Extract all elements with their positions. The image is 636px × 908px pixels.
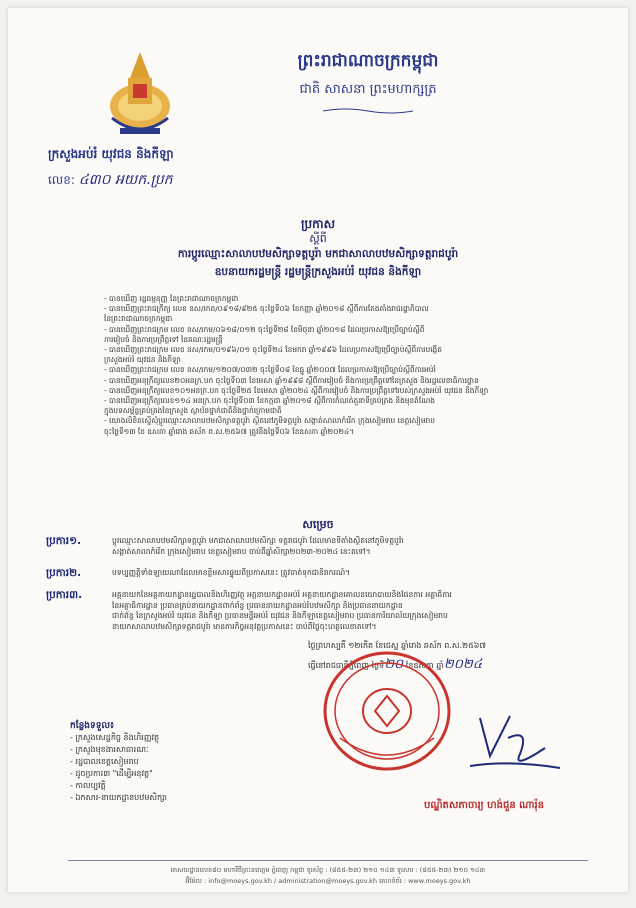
recipient-item: - ក្រសួងសេដ្ឋកិច្ច និងហិរញ្ញវត្ថុ [70, 733, 160, 742]
ministry-name: ក្រសួងអប់រំ យុវជន និងកីឡា [48, 147, 174, 161]
preamble-line: ក្រសួងអប់រំ យុវជន និងកីឡា [104, 355, 181, 365]
date-solar-prefix: ធ្វើនៅរាជធានីភ្នំពេញ ថ្ងៃទី [308, 661, 385, 670]
letterhead [208, 50, 528, 119]
date-solar-mid: ខែឧសភា ឆ្នាំ [403, 661, 444, 670]
preamble-line: - បានឃើញព្រះរាជក្រម លេខ នស/រកម/០៦១៨/០១២ ចុះថ្ងៃទី២៨ ខែមិថុនា ឆ្នាំ២០១៨ ដែលប្រកាសឱ្យប្រើច្បាប់ស្ដីពី [104, 324, 425, 334]
kingdom-name: ព្រះរាជាណាចក្រកម្ពុជា [297, 51, 439, 71]
date-solar-year: ២០២៤ [443, 657, 482, 672]
article-line: អគ្គនាយកនៃអគ្គនាយកដ្ឋានរដ្ឋបាលនិងហិរញ្ញវត្ថុ អគ្គនាយកដ្ឋានអប់រំ អគ្គនាយកដ្ឋានគោលនយោបាយនិងផែនការ អគ្គាធិការ [112, 590, 452, 599]
ministry-emblem-icon [106, 48, 174, 140]
doc-type: ប្រកាស [300, 217, 336, 231]
preamble-line: ការរៀបចំ និងការប្រព្រឹត្តទៅ នៃគណៈរដ្ឋមន្ត្រី [104, 334, 223, 344]
recipients-heading: កន្លែងទទួល៖ [70, 721, 114, 731]
article-line: បទប្បញ្ញត្តិទាំងឡាយណាដែលមានខ្លឹមសារផ្ទុយពីប្រកាសនេះ ត្រូវចាត់ទុកជានិរាករណ៍។ [112, 568, 351, 577]
preamble-line: ក្នុងបទសម្ព័ន្ធគ្រប់គ្រងនៃក្រសួង ស្ថាប័នថ្នាក់ជាតិនិងថ្នាក់ក្រោមជាតិ [104, 406, 282, 416]
reference-number [48, 170, 172, 191]
article-3 [46, 590, 606, 632]
article-label: ប្រការ២. [46, 567, 82, 579]
preamble-line: - បានឃើញព្រះរាជក្រម លេខ នស/រកម/០១៩៦/០១ ចុះថ្ងៃទី២៤ ខែមករា ឆ្នាំ១៩៩៦ ដែលប្រកាសឱ្យប្រើច្បាប់ស្ដីពីការបង្កើត [104, 345, 442, 355]
recipient-item: - ក្រសួងមុខងារសាធារណៈ [70, 745, 149, 754]
footer-contact: អ៊ីម៉ែល : info@moeys.gov.kh / administration@moeys.gov.kh គេហទំព័រ : www.moeys.gov.kh [185, 877, 471, 885]
footer-address: អាសយដ្ឋានលេខ៨០ មហាវិថីព្រះនរោត្តម ភ្នំពេញ កម្ពុជា ទូរស័ព្ទ : (៨៥៥-២៣) ២១០ ១៤៣ ទូរសារ : (៨៥៥-២៣) ២១០ ១៤៣ [170, 866, 486, 874]
recipient-item: - រដ្ឋបាលខេត្តសៀមរាប [70, 757, 139, 766]
national-motto: ជាតិ សាសនា ព្រះមហាក្សត្រ [299, 82, 437, 97]
article-line: ជាក់ព័ន្ធ នៃក្រសួងអប់រំ យុវជន និងកីឡា ប្រធានមន្ទីរអប់រំ យុវជន និងកីឡាខេត្តសៀមរាប ប្រធានការិយាល័យក្រុងសៀមរាប [112, 611, 448, 620]
recipients [70, 720, 167, 804]
preamble-line: - បានឃើញ រដ្ឋធម្មនុញ្ញ នៃព្រះរាជាណាចក្រកម្ពុជា [104, 294, 239, 303]
ref-value: ៤៣០ អយក.ប្រក [78, 172, 173, 188]
signature-icon [450, 708, 570, 778]
article-line: សង្កាត់សាលាកំរើក ក្រុងសៀមរាប ខេត្តសៀមរាប ចាប់ពីឆ្នាំសិក្សា២០២៣-២០២៤ នេះតទៅ។ [112, 546, 371, 556]
recipient-item: - ឯកសារ-នាយកដ្ឋានបឋមសិក្សា [70, 793, 167, 802]
ref-label: លេខ: [48, 173, 75, 187]
document-page [8, 8, 628, 892]
preamble-line: - យោងលិខិតស្នើសុំប្ដូរឈ្មោះសាលាបឋមសិក្សាទត្តបូរ៉ា ស្ថិតនៅភូមិទត្តបូរ៉ា សង្កាត់សាលាកំរើក ក្រុងសៀមរាប ខេត្តសៀមរាប [104, 416, 435, 426]
preamble-line: នៃព្រះរាជាណាចក្រកម្ពុជា [104, 314, 173, 324]
doc-subject: ការប្ដូរឈ្មោះសាលាបឋមសិក្សាទត្តបូរ៉ា មកជាសាលាបឋមសិក្សាទត្តរាជបូរ៉ា [177, 248, 459, 260]
preamble-line: - បានឃើញអនុក្រឹត្យលេខ១០១អនក្រ.បក ចុះថ្ងៃទី២៥ ខែមេសា ឆ្នាំ២០២៤ ស្ដីពីការរៀបចំ និងការប្រព្រឹត្តទៅរបស់ក្រសួងអប់រំ យុវជន និងកីឡា [104, 385, 489, 395]
article-line: នាយកសាលាបឋមសិក្សាទត្តរាជបូរ៉ា មានភារកិច្ចអនុវត្តប្រកាសនេះ ចាប់ពីថ្ងៃចុះហត្ថលេខាតទៅ។ [112, 621, 377, 631]
doc-about: ស្ដីពី [309, 232, 327, 245]
preamble-line: - បានឃើញអនុក្រឹត្យលេខ២០អនក្រ.បក ចុះថ្ងៃទី០៣ ខែមេសា ឆ្នាំ១៩៩៨ ស្ដីពីការរៀបចំ និងការប្រព្រឹត្តទៅនៃក្រសួង និងរដ្ឋលេខាធិការដ្ឋាន [104, 375, 479, 385]
preamble-line: - បានឃើញព្រះរាជក្រឹត្យ លេខ នស/រកត/០៩១៨/៩២៥ ចុះថ្ងៃទី០៦ ខែកញ្ញា ឆ្នាំ២០១៨ ស្ដីពីការតែងតាំងរាជរដ្ឋាភិបាល [104, 304, 429, 314]
doc-issuer: ឧបនាយករដ្ឋមន្ត្រី រដ្ឋមន្ត្រីក្រសួងអប់រំ យុវជន និងកីឡា [214, 266, 422, 278]
article-label: ប្រការ១. [46, 535, 82, 547]
article-label: ប្រការ៣. [46, 589, 83, 601]
recipient-item: - កាលប្បវត្តិ [70, 781, 106, 790]
date-solar-day: ២០ [384, 657, 404, 672]
decision-heading: សម្រេច [302, 518, 334, 531]
preamble-line: - បានឃើញព្រះរាជក្រម លេខ នស/រកម/១២០៧/០៣២ ចុះថ្ងៃទី០៨ ខែធ្នូ ឆ្នាំ២០០៧ ដែលប្រកាសឱ្យប្រើច្បាប់ស្ដីពីការអប់រំ [104, 365, 436, 375]
recipient-item: - ដូចប្រការ៣ "ដើម្បីអនុវត្ត" [70, 769, 153, 778]
article-1 [46, 536, 606, 557]
article-line: នៃអគ្គាធិការដ្ឋាន ប្រធានគ្រប់នាយកដ្ឋានពាក់ព័ន្ធ ប្រធាននាយកដ្ឋានអប់រំបឋមសិក្សា និងប្រធាននាយកដ្ឋាន [112, 600, 403, 610]
footer [68, 860, 588, 887]
preamble-line: - បានឃើញអនុក្រឹត្យលេខ១១៤ អនក្រ.បក ចុះថ្ងៃទី០៣ ខែកក្កដា ឆ្នាំ២០១៨ ស្ដីពីការកំណត់តួនាទីគ្រប់គ្រង និងមុខតំណែង [104, 396, 435, 406]
ornament-divider [323, 107, 413, 115]
article-line: ប្ដូរឈ្មោះសាលាបឋមសិក្សាទត្តបូរ៉ា មកជាសាលាបឋមសិក្សា ទត្តរាជបូរ៉ា ដែលមានទីតាំងស្ថិតនៅភូមិទត្តបូរ៉ា [112, 536, 404, 545]
preamble [104, 294, 564, 437]
official-stamp-icon [320, 648, 454, 774]
preamble-line: ចុះថ្ងៃទី១៣ ខែ ឧសភា ឆ្នាំរោង ឆស័ក ព.ស.២៥៦៧ ត្រូវនឹងថ្ងៃទី០៦ ខែឧសភា ឆ្នាំ២០២៤។ [104, 426, 355, 436]
date-lunar: ថ្ងៃព្រហស្បតិ៍ ១២កើត ខែជេស្ឋ ឆ្នាំរោង ឆស័ក ព.ស.២៥៦៧ [308, 641, 486, 650]
signatory-name: បណ្ឌិតសភាចារ្យ ហង់ជួន ណារ៉ុន [424, 800, 545, 811]
article-2 [46, 568, 606, 579]
